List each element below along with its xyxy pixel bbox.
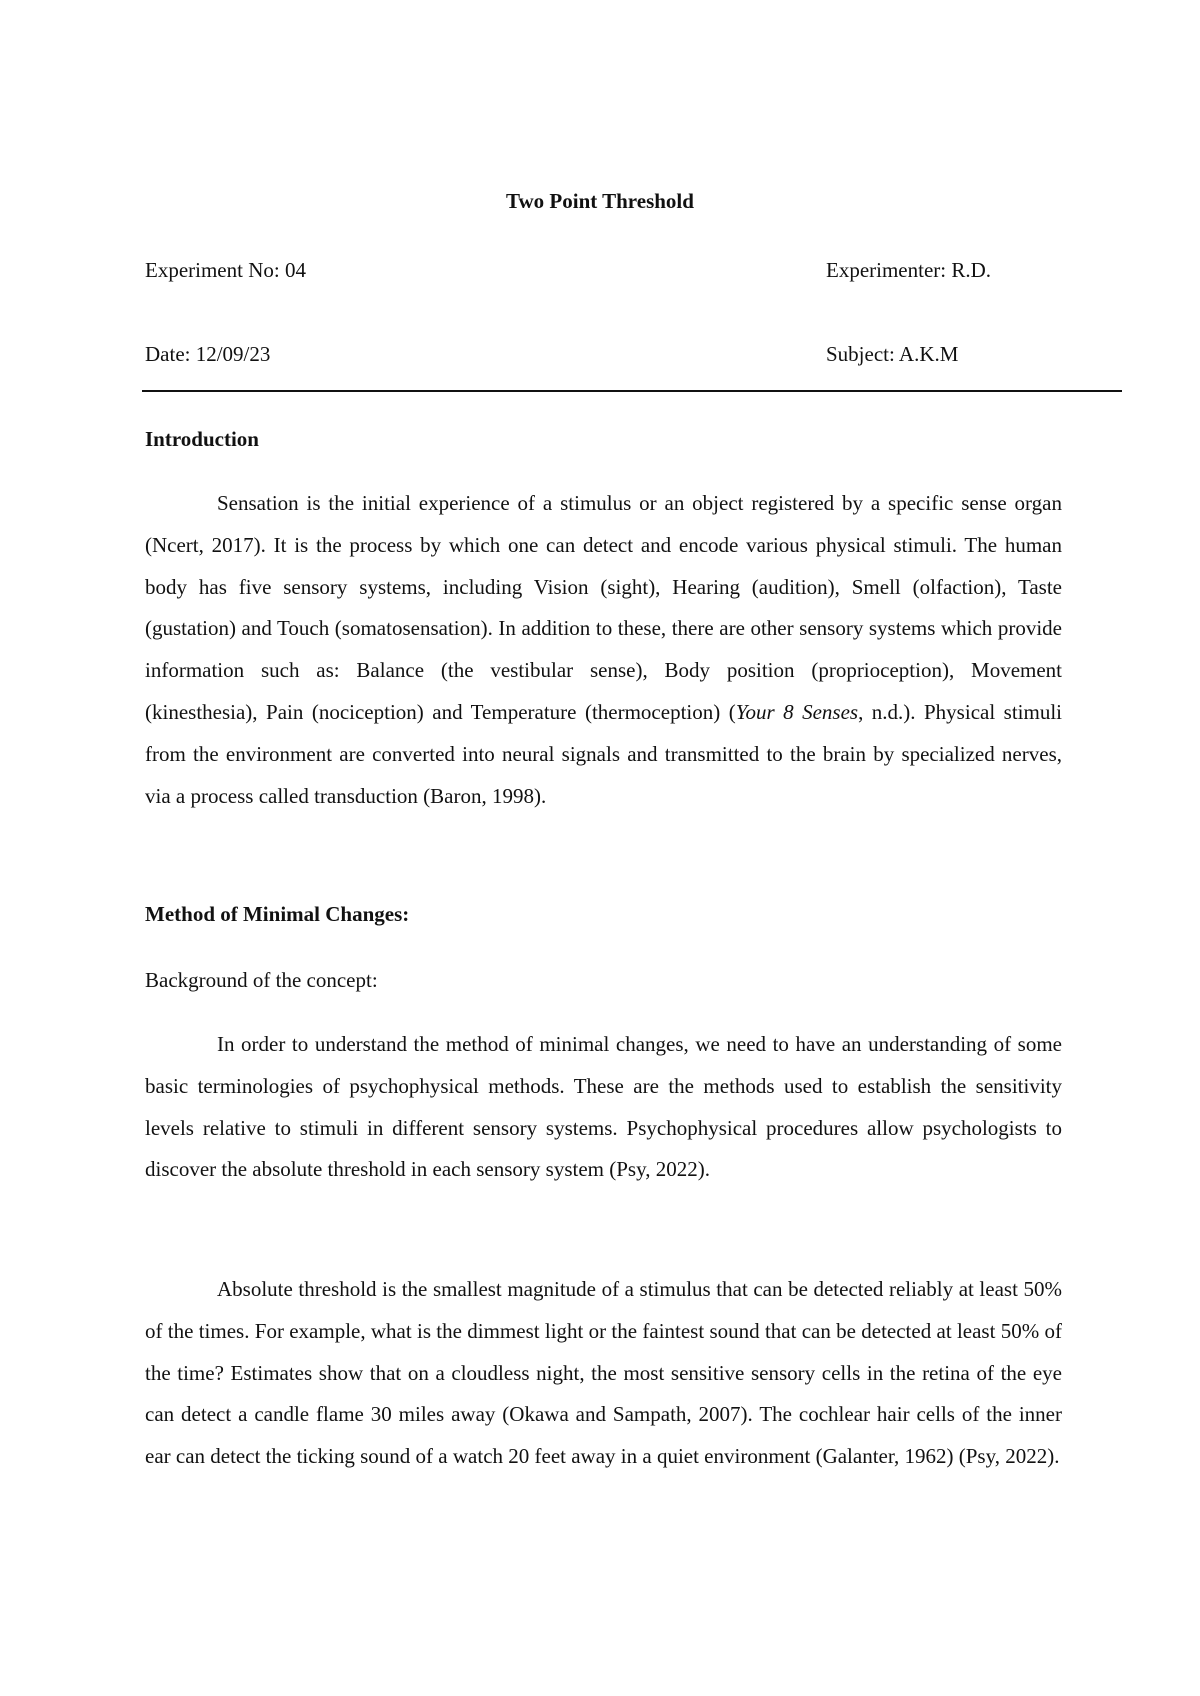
experimenter-name: Experimenter: R.D. [826, 258, 992, 282]
introduction-text-part1: Sensation is the initial experience of a stimulus or an object registered by a specific sense organ (Ncert, 2017). It is the process by which one can detect and encode various physical stimuli. The human body has five sensory systems, including Vision (sight), Hearing (audition), Smell (olfaction), Taste (gustation) and Touch (somatosensation). In addition to these, there are other sensory systems which provide information such as: Balance (the vestibular sense), Body position (proprioception), Movement (kinesthesia), Pain (nociception) and Temperature (thermoception) ( [145, 491, 1062, 724]
experiment-date: Date: 12/09/23 [145, 342, 271, 366]
introduction-text-part2: , n.d.). Physical stimuli from the environment are converted into neural signals and transmitted to the brain by specialized nerves, via a process called transduction (Baron, 1998). [145, 699, 1062, 808]
document-title: Two Point Threshold [506, 189, 694, 213]
subject-name: Subject: A.K.M [826, 342, 959, 366]
method-paragraph-2: Absolute threshold is the smallest magnitude of a stimulus that can be detected reliably at least 50% of the times. For example, what is the dimmest light or the faintest sound that can be detected at least 50% of the time? Estimates show that on a cloudless night, the most sensitive sensory cells in the retina of the eye can detect a candle flame 30 miles away (Okawa and Sampath, 2007). The cochlear hair cells of the inner ear can detect the ticking sound of a watch 20 feet away in a quiet environment (Galanter, 1962) (Psy, 2022). [145, 1277, 1062, 1469]
experiment-number: Experiment No: 04 [145, 258, 306, 282]
introduction-paragraph [145, 483, 1062, 817]
method-paragraph-1: In order to understand the method of minimal changes, we need to have an understanding of some basic terminologies of psychophysical methods. These are the methods used to establish the sensitivity levels relative to stimuli in different sensory systems. Psychophysical procedures allow psychologists to discover the absolute threshold in each sensory system (Psy, 2022). [145, 1032, 1062, 1182]
introduction-heading: Introduction [145, 427, 259, 451]
method-subheading: Background of the concept: [145, 968, 378, 992]
introduction-citation: Your 8 Senses [735, 699, 859, 724]
method-heading: Method of Minimal Changes: [145, 902, 410, 926]
header-divider [142, 390, 1122, 392]
